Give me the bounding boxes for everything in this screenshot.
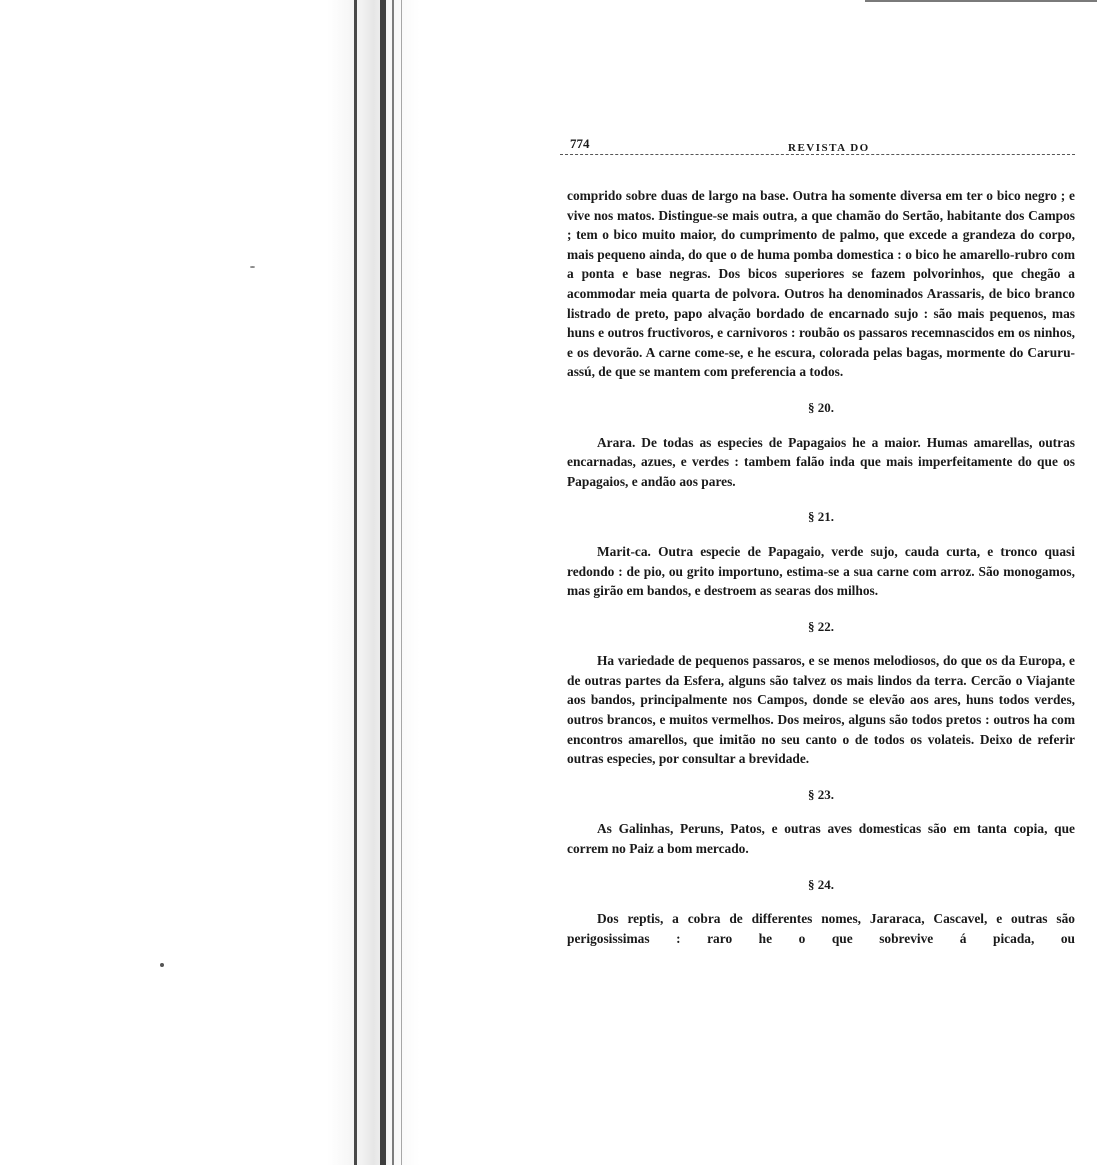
- spine-shadow: [401, 0, 402, 1165]
- page-number: 774: [570, 136, 590, 151]
- book-gutter: [0, 0, 420, 1165]
- scan-speck: [250, 266, 255, 268]
- paragraph-section-23: As Galinhas, Peruns, Patos, e outras aves domesticas são em tanta copia, que correm no Paiz a bom mercado.: [567, 821, 1075, 857]
- spine-shadow: [380, 0, 386, 1165]
- section-heading-22: § 22.: [808, 618, 834, 634]
- section-heading-21: § 21.: [808, 509, 834, 525]
- spine-shadow: [354, 0, 357, 1165]
- section-heading-20: § 20.: [808, 399, 834, 415]
- body-text: [560, 186, 1075, 948]
- paragraph-section-24: Dos reptis, a cobra de differentes nomes, Jararaca, Cascavel, e outras são perigosissimas : raro he o que sobrevive á picada, ou: [567, 911, 1075, 946]
- paragraph-section-22: Ha variedade de pequenos passaros, e se menos melodiosos, do que os da Europa, e de outras partes da Esfera, alguns são talvez os mais lindos da terra. Cercão o Viajante aos bandos, principalmente nos Campos, donde se elevão aos ares, huns todos verdes, outros brancos, e muitos vermelhos. Dos meiros, alguns são todos pretos : outros ha com encontros amarellos, que imitão no seu canto o de todos os volateis. Deixo de referir outras especies, por consultar a brevidade.: [567, 653, 1075, 767]
- spine-shadow: [392, 0, 394, 1165]
- running-head: REVISTA DO: [788, 142, 870, 154]
- section-heading-24: § 24.: [808, 876, 834, 892]
- scan-edge-line: [865, 0, 1097, 2]
- section-heading-23: § 23.: [808, 786, 834, 802]
- book-page: [560, 130, 1075, 948]
- paragraph-continued: comprido sobre duas de largo na base. Outra ha somente diversa em ter o bico negro ; e vive nos matos. Distingue-se mais outra, a que chamão do Sertão, habitante dos Campos ; tem o bico muito maior, do cumprimento de palmo, que excede a grandeza do corpo, mais pequeno ainda, do que o de huma pomba domestica : o bico he amarello-rubro com a ponta e base negras. Dos bicos superiores se fazem polvorinhos, que chegão a acommodar meia quarta de polvora. Outros ha denominados Arassaris, de bico branco listrado de preto, papo alvação bordado de encarnado sujo : são mais pequenos, mas huns e outros fructivoros, e carnivoros : roubão os passaros recemnascidos em os ninhos, e os devorão. A carne come-se, e he escura, colorada pelas bagas, mormente do Caruru-assú, de que se mantem com preferencia a todos.: [567, 188, 1075, 380]
- scan-speck: [160, 963, 164, 967]
- paragraph-section-20: Arara. De todas as especies de Papagaios he a maior. Humas amarellas, outras encarnadas, azues, e verdes : tambem falão inda que mais imperfeitamente do que os Papagaios, e andão aos pares.: [567, 434, 1075, 489]
- paragraph-section-21: Marit-ca. Outra especie de Papagaio, verde sujo, cauda curta, e tronco quasi redondo : de pio, ou grito importuno, estima-se a sua carne com arroz. São monogamos, mas girão em bandos, e destroem as searas dos milhos.: [567, 543, 1075, 599]
- page-header: [560, 130, 1075, 155]
